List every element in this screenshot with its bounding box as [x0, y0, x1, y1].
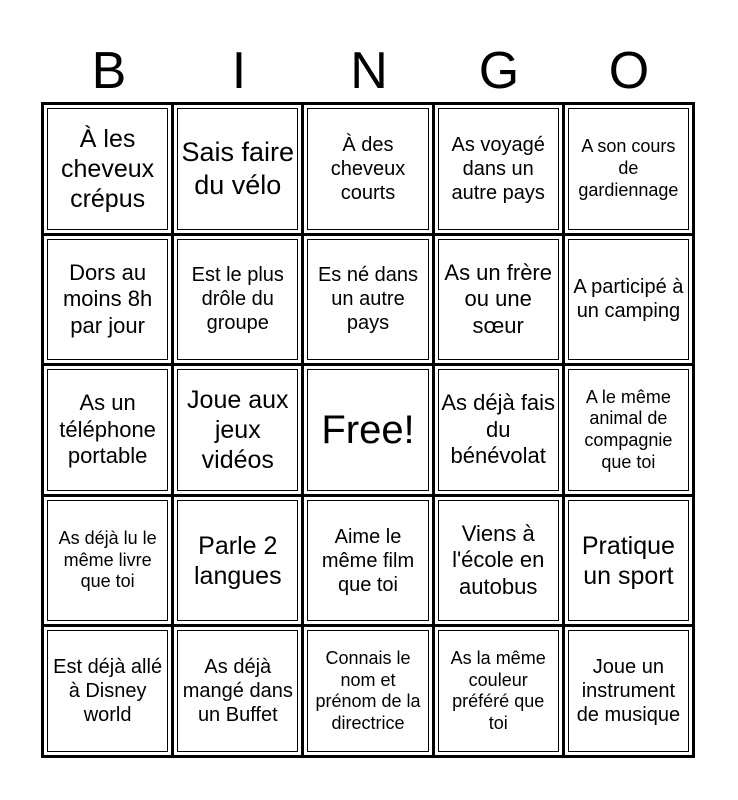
cell-text: Connais le nom et prénom de la directrice — [315, 648, 421, 733]
bingo-cell[interactable] — [565, 366, 692, 494]
cell-text: Pratique un sport — [581, 531, 675, 590]
free-cell[interactable] — [304, 366, 431, 494]
cell-text: Est déjà allé à Disney world — [53, 656, 163, 727]
header-letter-n: N — [350, 42, 388, 100]
cell-text: Sais faire du vélo — [181, 137, 295, 200]
bingo-cell[interactable] — [304, 497, 431, 625]
bingo-cell[interactable] — [435, 105, 562, 233]
cell-text: A le même animal de compagnie que toi — [584, 386, 673, 472]
bingo-cell[interactable] — [44, 366, 171, 494]
bingo-cell[interactable] — [565, 627, 692, 755]
cell-text: Parle 2 langues — [194, 531, 282, 590]
bingo-cell[interactable] — [44, 497, 171, 625]
bingo-cell[interactable] — [174, 366, 301, 494]
header-letter-i: I — [231, 42, 247, 100]
bingo-cell[interactable] — [44, 627, 171, 755]
cell-text: Joue un instrument de musique — [576, 656, 681, 727]
bingo-cell[interactable] — [565, 497, 692, 625]
cell-text: Aime le même film que toi — [321, 525, 415, 596]
cell-text: As un frère ou une sœur — [444, 259, 552, 338]
cell-text: Est le plus drôle du groupe — [191, 264, 284, 335]
cell-text: A son cours de gardiennage — [578, 136, 679, 200]
bingo-cell[interactable] — [435, 497, 562, 625]
bingo-cell[interactable] — [304, 627, 431, 755]
cell-text: As voyagé dans un autre pays — [451, 133, 545, 204]
bingo-cell[interactable] — [174, 497, 301, 625]
bingo-cell[interactable] — [435, 366, 562, 494]
cell-text: Dors au moins 8h par jour — [62, 259, 153, 338]
bingo-grid — [41, 102, 695, 758]
bingo-cell[interactable] — [565, 105, 692, 233]
bingo-cell[interactable] — [174, 236, 301, 364]
bingo-cell[interactable] — [44, 105, 171, 233]
bingo-cell[interactable] — [304, 105, 431, 233]
cell-text: As un téléphone portable — [59, 390, 156, 469]
cell-text: À des cheveux courts — [330, 133, 406, 204]
bingo-cell[interactable] — [565, 236, 692, 364]
cell-text: Viens à l'école en autobus — [452, 521, 545, 599]
cell-text: As déjà lu le même livre que toi — [58, 528, 157, 592]
bingo-cell[interactable] — [435, 236, 562, 364]
cell-text: As déjà fais du bénévolat — [441, 390, 556, 469]
header-letter-b: B — [91, 42, 127, 100]
cell-text: À les cheveux crépus — [61, 124, 155, 213]
cell-text: A participé à un camping — [573, 276, 684, 323]
bingo-cell[interactable] — [304, 236, 431, 364]
cell-text: Es né dans un autre pays — [317, 264, 419, 335]
cell-text: As la même couleur préféré que toi — [450, 648, 546, 733]
bingo-cell[interactable] — [44, 236, 171, 364]
bingo-cell[interactable] — [435, 627, 562, 755]
bingo-cell[interactable] — [174, 627, 301, 755]
bingo-cell[interactable] — [174, 105, 301, 233]
header-letter-o: O — [608, 42, 650, 100]
cell-text: As déjà mangé dans un Buffet — [182, 656, 293, 727]
cell-text: Joue aux jeux vidéos — [187, 385, 289, 474]
bingo-header — [44, 40, 694, 102]
free-text: Free! — [321, 407, 415, 452]
header-letter-g: G — [478, 42, 520, 100]
